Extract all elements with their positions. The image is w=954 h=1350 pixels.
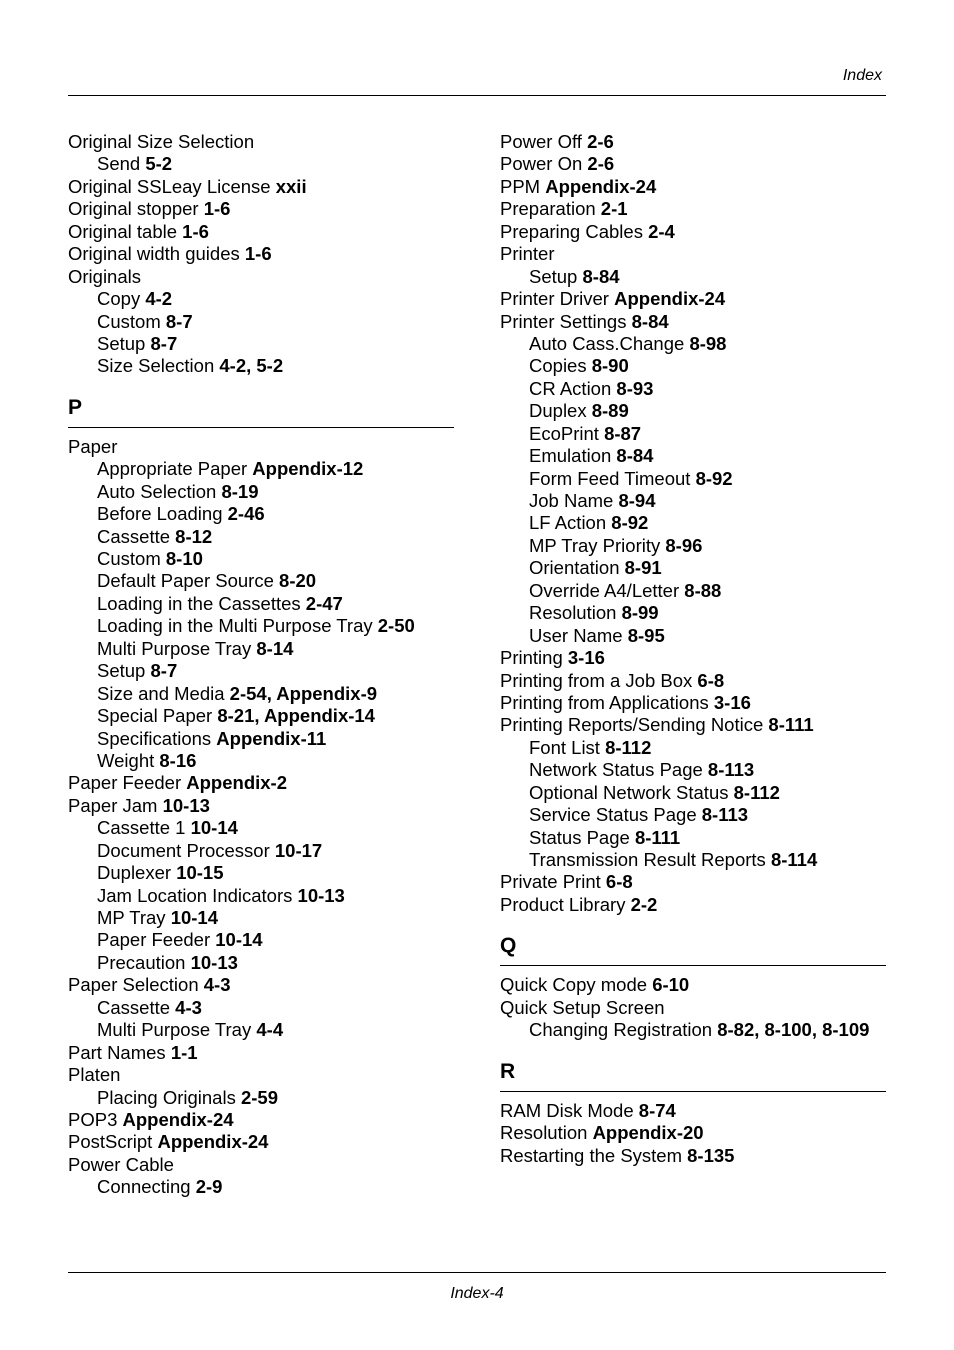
index-entry (68, 176, 454, 198)
index-subentry (68, 840, 454, 862)
page-reference[interactable]: 6-10 (652, 974, 690, 996)
page-reference[interactable]: 1-1 (170, 1041, 198, 1063)
index-subentry (68, 638, 454, 660)
page-reference[interactable]: 2-47 (305, 592, 343, 614)
index-subentry (500, 1019, 886, 1041)
page-reference[interactable]: Appendix-24 (614, 288, 726, 310)
index-term: Override A4/Letter (529, 579, 680, 601)
section-rule (500, 965, 886, 966)
index-term: Original width guides (68, 243, 240, 265)
index-entry (68, 974, 454, 996)
index-subentry (500, 333, 886, 355)
index-column-right (500, 131, 886, 1167)
index-term: Network Status Page (529, 759, 703, 781)
index-term: Loading in the Multi Purpose Tray (97, 615, 373, 637)
index-subentry (500, 445, 886, 467)
index-entry (68, 436, 454, 458)
index-subentry (68, 817, 454, 839)
page-reference[interactable]: 8-7 (165, 310, 193, 332)
index-term: Custom (97, 310, 161, 332)
index-subentry (68, 660, 454, 682)
page-reference[interactable]: 5-2 (145, 153, 173, 175)
index-term: Setup (97, 660, 146, 682)
running-header-title: Index (842, 67, 882, 84)
index-subentry (68, 907, 454, 929)
page-reference[interactable]: 2-4 (648, 220, 675, 242)
index-entry (500, 974, 886, 996)
index-term: Setup (529, 265, 578, 287)
index-subentry (68, 570, 454, 592)
index-term: Paper Selection (68, 974, 199, 996)
index-term: PPM (500, 175, 541, 197)
index-subentry (500, 782, 886, 804)
index-subentry (500, 827, 886, 849)
page-reference[interactable]: 8-135 (687, 1144, 735, 1166)
index-subentry (500, 355, 886, 377)
index-entry (500, 176, 886, 198)
index-subentry (68, 311, 454, 333)
index-term: Resolution (500, 1122, 588, 1144)
index-term: Changing Registration (529, 1019, 713, 1041)
page-reference[interactable]: 2-2 (630, 893, 658, 915)
index-term: Job Name (529, 490, 614, 511)
index-entry (500, 1122, 886, 1144)
index-subentry (500, 468, 886, 490)
index-term: Special Paper (97, 705, 213, 727)
page-reference[interactable]: 8-113 (701, 804, 749, 826)
index-term: User Name (529, 624, 623, 646)
page-reference[interactable]: 8-74 (638, 1099, 676, 1121)
section-heading (500, 1059, 886, 1092)
index-subentry (500, 602, 886, 624)
page-reference[interactable]: 8-112 (733, 781, 780, 803)
page-reference[interactable]: 8-94 (618, 490, 656, 511)
index-term: Custom (97, 548, 161, 569)
page-reference[interactable]: 10-14 (170, 907, 219, 928)
index-entry (500, 894, 886, 916)
page-reference[interactable]: 6-8 (605, 871, 633, 893)
index-entry (500, 692, 886, 714)
page-reference[interactable]: 4-4 (256, 1019, 284, 1041)
index-term: Duplex (529, 400, 587, 422)
index-entry (500, 714, 886, 736)
index-subentry (68, 1019, 454, 1041)
index-term: Service Status Page (529, 804, 697, 826)
page-reference[interactable]: 10-15 (176, 862, 224, 884)
index-subentry (500, 580, 886, 602)
page-reference[interactable]: Appendix-24 (157, 1131, 269, 1153)
index-subentry (68, 548, 454, 570)
index-term: Weight (97, 749, 155, 771)
index-term: EcoPrint (529, 422, 599, 444)
page-reference[interactable]: 3-16 (713, 691, 751, 713)
index-subentry (68, 885, 454, 907)
index-term: Printing (500, 647, 563, 669)
index-entry (500, 647, 886, 669)
page-reference[interactable]: 8-16 (159, 749, 197, 771)
page-reference[interactable]: 10-13 (297, 884, 345, 906)
index-entry (500, 871, 886, 893)
index-term: Multi Purpose Tray (97, 1019, 252, 1041)
index-term: Status Page (529, 826, 630, 848)
index-entry (68, 198, 454, 220)
index-entry (500, 1100, 886, 1122)
page-reference[interactable]: 8-20 (279, 570, 317, 592)
page-reference[interactable]: Appendix-12 (252, 458, 364, 480)
index-entry (68, 243, 454, 265)
index-term: POP3 (68, 1108, 118, 1130)
index-term: Auto Selection (97, 480, 217, 502)
index-term: Original stopper (68, 198, 199, 220)
index-subentry (500, 535, 886, 557)
section-letter: Q (500, 934, 517, 958)
index-entry (68, 772, 454, 794)
index-term: Paper Feeder (97, 929, 211, 951)
page-reference[interactable]: 2-59 (240, 1086, 278, 1108)
page-reference[interactable]: 8-95 (627, 624, 665, 646)
footer-rule (68, 1272, 886, 1273)
index-term: Printer Settings (500, 310, 627, 332)
index-term: Printer Driver (500, 288, 609, 310)
index-term: Quick Setup Screen (500, 996, 665, 1018)
index-entry (500, 288, 886, 310)
index-subentry (68, 481, 454, 503)
page-reference[interactable]: Appendix-24 (122, 1108, 234, 1130)
index-entry (500, 670, 886, 692)
index-subentry (68, 750, 454, 772)
index-entry (68, 266, 454, 288)
page-reference[interactable]: 8-91 (624, 557, 662, 579)
index-subentry (68, 593, 454, 615)
index-term: Printing from a Job Box (500, 669, 693, 691)
index-term: Product Library (500, 893, 626, 915)
index-subentry (500, 804, 886, 826)
index-subentry (500, 266, 886, 288)
page-reference[interactable]: 8-111 (768, 714, 814, 736)
page-reference[interactable]: 10-13 (162, 794, 210, 816)
index-term: Size Selection (97, 355, 215, 377)
index-entry (68, 1154, 454, 1176)
page-reference[interactable]: 8-96 (665, 534, 703, 556)
index-term: Jam Location Indicators (97, 884, 293, 906)
index-subentry (68, 153, 454, 175)
index-term: Cassette (97, 525, 171, 547)
index-term: Default Paper Source (97, 570, 274, 592)
section-rule (500, 1091, 886, 1092)
page-reference[interactable]: 8-88 (684, 579, 722, 601)
index-subentry (500, 378, 886, 400)
index-term: Duplexer (97, 862, 172, 884)
index-subentry (68, 526, 454, 548)
page-reference[interactable]: 1-6 (203, 198, 231, 220)
index-subentry (68, 952, 454, 974)
index-term: Cassette (97, 996, 171, 1018)
index-entry (500, 997, 886, 1019)
page-reference[interactable]: 2-54, Appendix-9 (229, 682, 378, 704)
page-reference[interactable]: 10-14 (190, 817, 238, 839)
page-reference[interactable]: 2-1 (600, 198, 628, 220)
index-term: Document Processor (97, 839, 270, 861)
index-term: Preparation (500, 198, 596, 220)
page-reference[interactable]: xxii (275, 175, 307, 197)
index-subentry (68, 997, 454, 1019)
page-reference[interactable]: 8-93 (616, 377, 654, 399)
index-term: Placing Originals (97, 1086, 236, 1108)
index-term: Preparing Cables (500, 220, 643, 242)
page-reference[interactable]: 10-14 (215, 929, 263, 951)
index-subentry (500, 557, 886, 579)
index-term: Setup (97, 332, 146, 354)
index-term: Part Names (68, 1041, 166, 1063)
page-reference[interactable]: Appendix-20 (592, 1122, 704, 1144)
page-reference[interactable]: 2-6 (587, 153, 615, 175)
index-term: Paper (68, 435, 118, 457)
index-term: Connecting (97, 1176, 191, 1198)
index-subentry (68, 705, 454, 727)
index-subentry (500, 737, 886, 759)
index-term: Loading in the Cassettes (97, 592, 301, 614)
index-term: Size and Media (97, 682, 225, 704)
index-term: Paper Feeder (68, 772, 182, 794)
page-reference[interactable]: 8-21, Appendix-14 (217, 705, 375, 727)
page-reference[interactable]: 8-84 (616, 445, 654, 467)
index-entry (68, 1042, 454, 1064)
index-entry (68, 1109, 454, 1131)
index-term: Copies (529, 355, 587, 377)
index-subentry (68, 503, 454, 525)
index-term: Original Size Selection (68, 131, 255, 152)
index-term: Before Loading (97, 503, 223, 525)
index-entry (500, 198, 886, 220)
index-term: Quick Copy mode (500, 974, 648, 996)
index-entry (500, 1145, 886, 1167)
index-term: Specifications (97, 727, 212, 749)
section-heading (500, 933, 886, 966)
page-reference[interactable]: 8-114 (770, 849, 818, 870)
index-subentry (68, 1176, 454, 1198)
index-term: Originals (68, 265, 141, 287)
page-number: Index-4 (450, 1285, 504, 1302)
page-reference[interactable]: 8-14 (256, 637, 294, 659)
page-reference[interactable]: 8-87 (604, 422, 642, 444)
index-term: Printer (500, 243, 555, 265)
index-term: Restarting the System (500, 1144, 682, 1166)
index-subentry (500, 490, 886, 512)
index-subentry (500, 849, 886, 871)
page-reference[interactable]: 8-10 (165, 548, 203, 569)
index-subentry (68, 1087, 454, 1109)
page-reference[interactable]: 2-46 (227, 503, 265, 525)
index-term: Paper Jam (68, 794, 158, 816)
index-term: PostScript (68, 1131, 153, 1153)
index-term: Send (97, 153, 141, 175)
index-subentry (68, 458, 454, 480)
page-reference[interactable]: 8-19 (221, 480, 259, 502)
index-column-left (68, 131, 454, 1199)
page-reference[interactable]: 8-84 (631, 310, 669, 332)
index-term: Platen (68, 1064, 121, 1086)
index-term: Private Print (500, 871, 601, 893)
index-entry (68, 221, 454, 243)
index-entry (500, 131, 886, 153)
index-term: Multi Purpose Tray (97, 637, 252, 659)
index-term: Form Feed Timeout (529, 467, 691, 489)
index-entry (500, 153, 886, 175)
section-heading (68, 395, 454, 428)
page-reference[interactable]: 8-92 (695, 467, 733, 489)
section-letter: P (68, 395, 83, 419)
index-subentry (68, 683, 454, 705)
index-entry (500, 311, 886, 333)
page-reference[interactable]: 8-89 (591, 400, 629, 422)
index-subentry (68, 615, 454, 637)
page-reference[interactable]: 3-16 (567, 647, 605, 669)
index-term: Copy (97, 288, 141, 310)
index-entry (68, 1131, 454, 1153)
index-subentry (500, 512, 886, 534)
page-reference[interactable]: 8-92 (611, 512, 649, 534)
index-term: Printing from Applications (500, 691, 709, 713)
index-term: Precaution (97, 951, 186, 973)
page-reference[interactable]: 8-84 (582, 265, 620, 287)
page-reference[interactable]: 10-17 (274, 839, 323, 861)
page-reference[interactable]: 8-7 (150, 332, 178, 354)
index-term: Optional Network Status (529, 781, 729, 803)
index-term: LF Action (529, 512, 607, 534)
index-term: Orientation (529, 557, 620, 579)
page-reference[interactable]: 8-12 (175, 525, 213, 547)
page-reference[interactable]: 8-98 (689, 332, 727, 354)
section-letter: R (500, 1059, 516, 1083)
page-reference[interactable]: 2-50 (377, 615, 415, 637)
index-subentry (68, 288, 454, 310)
index-entry (500, 243, 886, 265)
index-term: Cassette 1 (97, 817, 186, 839)
page-reference[interactable]: 8-82, 8-100, 8-109 (717, 1019, 870, 1041)
page-reference[interactable]: 2-9 (195, 1176, 223, 1198)
page-reference[interactable]: 8-7 (150, 660, 178, 682)
page-reference[interactable]: 4-2, 5-2 (219, 355, 284, 377)
page-reference[interactable]: 10-13 (190, 951, 238, 973)
index-subentry (68, 929, 454, 951)
index-entry (68, 795, 454, 817)
index-term: Auto Cass.Change (529, 332, 685, 354)
page-reference[interactable]: 4-3 (175, 996, 202, 1018)
index-term: CR Action (529, 377, 612, 399)
index-subentry (68, 862, 454, 884)
index-term: Power On (500, 153, 583, 175)
index-term: Power Cable (68, 1153, 174, 1175)
index-entry (68, 1064, 454, 1086)
index-term: Printing Reports/Sending Notice (500, 714, 764, 736)
page-reference[interactable]: 8-90 (591, 355, 629, 377)
section-rule (68, 427, 454, 428)
page-reference[interactable]: 1-6 (182, 220, 209, 242)
page-reference[interactable]: 4-2 (145, 288, 173, 310)
index-term: Original table (68, 220, 178, 242)
page-reference[interactable]: Appendix-11 (216, 727, 327, 749)
index-subentry (68, 728, 454, 750)
page-reference[interactable]: Appendix-2 (186, 772, 287, 794)
page-reference[interactable]: 8-112 (605, 736, 652, 758)
page-reference[interactable]: 8-113 (707, 759, 755, 781)
index-entry (500, 221, 886, 243)
page-reference[interactable]: Appendix-24 (545, 175, 657, 197)
page-reference[interactable]: 8-99 (621, 602, 659, 624)
index-term: Appropriate Paper (97, 458, 248, 480)
index-term: MP Tray Priority (529, 534, 661, 556)
index-term: RAM Disk Mode (500, 1099, 634, 1121)
index-subentry (68, 355, 454, 377)
index-term: MP Tray (97, 907, 166, 928)
index-subentry (500, 759, 886, 781)
index-subentry (500, 423, 886, 445)
page-reference[interactable]: 6-8 (697, 669, 725, 691)
page-reference[interactable]: 1-6 (244, 243, 272, 265)
header-rule (68, 95, 886, 96)
index-term: Font List (529, 736, 600, 758)
page-reference[interactable]: 2-6 (587, 131, 614, 152)
index-term: Power Off (500, 131, 582, 152)
index-term: Emulation (529, 445, 612, 467)
index-term: Transmission Result Reports (529, 849, 766, 870)
page-reference[interactable]: 4-3 (203, 974, 231, 996)
page-reference[interactable]: 8-111 (634, 826, 681, 848)
index-term: Resolution (529, 602, 617, 624)
index-subentry (68, 333, 454, 355)
index-term: Original SSLeay License (68, 175, 271, 197)
index-subentry (500, 625, 886, 647)
index-entry (68, 131, 454, 153)
index-subentry (500, 400, 886, 422)
